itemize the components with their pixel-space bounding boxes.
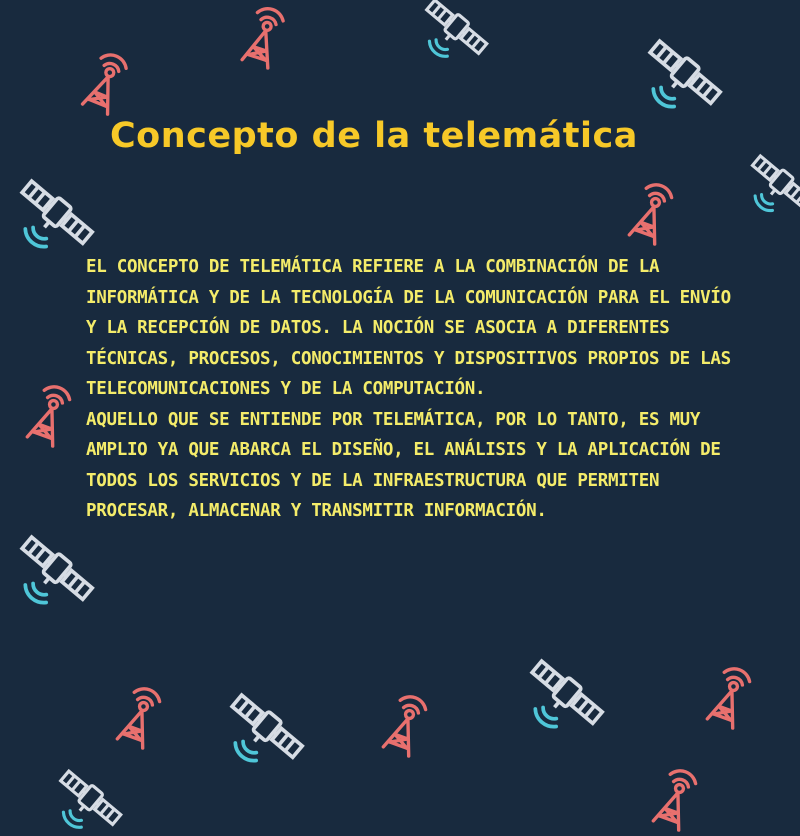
antenna-tower-icon: [370, 688, 442, 760]
satellite-icon: [640, 36, 724, 116]
antenna-tower-icon: [104, 680, 176, 752]
antenna-tower-icon: [616, 176, 688, 248]
satellite-icon: [522, 656, 606, 736]
satellite-icon: [12, 176, 96, 256]
antenna-tower-icon: [228, 0, 300, 72]
satellite-icon: [744, 150, 800, 220]
body-text: [86, 252, 746, 527]
antenna-tower-icon: [694, 660, 766, 732]
paragraph: EL CONCEPTO DE TELEMÁTICA REFIERE A LA COMBINACIÓN DE LA INFORMÁTICA Y DE LA TECNOLOGÍA DE LA COMUNICACIÓN PARA EL ENVÍO Y LA RECEPCIÓN DE DATOS. LA NOCIÓN SE ASOCIA A DIFERENTES TÉCNICAS, PROCESOS, CONOCIMIENTOS Y DISPOSITIVOS PROPIOS DE LAS TELECOMUNICACIONES Y DE LA COMPUTACIÓN.: [86, 257, 731, 399]
satellite-icon: [52, 766, 124, 836]
antenna-tower-icon: [14, 378, 86, 450]
page-title: Concepto de la telemática: [110, 116, 638, 156]
satellite-icon: [12, 532, 96, 612]
satellite-icon: [222, 690, 306, 770]
antenna-tower-icon: [70, 46, 142, 118]
antenna-tower-icon: [640, 762, 712, 834]
satellite-icon: [418, 0, 490, 66]
paragraph: AQUELLO QUE SE ENTIENDE POR TELEMÁTICA, POR LO TANTO, ES MUY AMPLIO YA QUE ABARCA EL DISEÑO, EL ANÁLISIS Y LA APLICACIÓN DE TODOS LOS SERVICIOS Y DE LA INFRAESTRUCTURA QUE PERMITEN PROCESAR, ALMACENAR Y TRANSMITIR INFORMACIÓN.: [86, 409, 721, 521]
